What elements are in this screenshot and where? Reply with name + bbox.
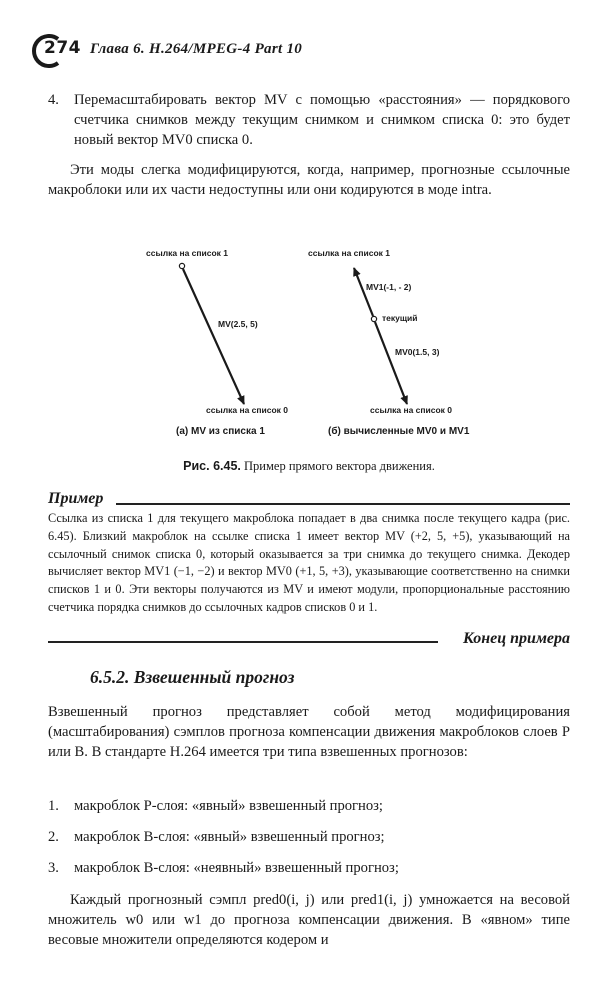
left-subcaption: (а) MV из списка 1 [176, 426, 265, 437]
mv1-arrow [354, 268, 373, 316]
list-text: макроблок B-слоя: «неявный» взвешенный прогноз; [74, 860, 399, 876]
left-vector-label: MV(2.5, 5) [218, 319, 258, 329]
left-bottom-label: ссылка на список 0 [206, 405, 289, 415]
right-bottom-label: ссылка на список 0 [370, 405, 453, 415]
example-body: Ссылка из списка 1 для текущего макроблока попадает в два снимка после текущего кадра (рис. 6.45). Близкий макроблок на ссылке списка 1 имеет вектор MV (+2, 5, +5), указывающий на ссылочный снимок списка 0, который оказывается за три снимка до текущего снимка. Декодер вычисляет вектор MV1 (−1, −2) и вектор MV0 (+1, 5, +3), указывающие соответственно на снимки списков 1 и 0. Эти векторы получаются из MV и имеют модули, пропорциональные расстоянию счетчика порядка снимков до ссылочных кадров списков 0 и 1. [48, 511, 570, 614]
example-rule [116, 503, 570, 505]
left-mv-arrow [183, 269, 244, 404]
list-text: Перемасштабировать вектор MV с помощью «расстояния» — порядкового счетчика снимков между текущим снимком и снимком списка 0: это будет новый вектор MV0 списка 0. [74, 92, 570, 148]
running-head: Глава 6. H.264/MPEG-4 Part 10 [90, 41, 303, 57]
list-number: 2. [48, 829, 59, 845]
example-title: Пример [48, 490, 104, 507]
page-number: 274 [44, 38, 81, 58]
figure-number: Рис. 6.45. [183, 459, 241, 473]
paragraph-weighted: Взвешенный прогноз представляет собой метод модифицирования (масштабирования) сэмплов прогноза компенсации движения макроблоков слоев P или B. В стандарте H.264 имеется три типа взвешенных прогнозов: [48, 704, 570, 760]
paragraph-weights: Каждый прогнозный сэмпл pred0(i, j) или pred1(i, j) умножается на весовой множитель w0 или w1 до прогноза компенсации движения. В «явном» типе весовые множители определяются кодером и [48, 892, 570, 948]
left-top-label: ссылка на список 1 [146, 248, 229, 258]
figure-caption [48, 459, 570, 474]
example-footer [48, 630, 570, 650]
left-origin-point [179, 263, 184, 268]
example-end: Конец примера [463, 630, 570, 647]
mv0-arrow [375, 322, 407, 404]
example-header [48, 490, 570, 510]
page-header [28, 34, 588, 68]
right-current-point [371, 316, 376, 321]
current-label: текущий [382, 313, 418, 323]
list-number: 4. [48, 92, 59, 108]
list-text: макроблок P-слоя: «явный» взвешенный прогноз; [74, 798, 383, 814]
right-top-label: ссылка на список 1 [308, 248, 391, 258]
right-subcaption: (б) вычисленные MV0 и MV1 [328, 426, 470, 437]
mv0-label: MV0(1.5, 3) [395, 347, 440, 357]
list-text: макроблок B-слоя: «явный» взвешенный прогноз; [74, 829, 385, 845]
list-number: 3. [48, 860, 59, 876]
paragraph-modes: Эти моды слегка модифицируются, когда, например, прогнозные ссылочные макроблоки или их части недоступны или они кодируются в моде intra. [48, 162, 570, 198]
section-title: 6.5.2. Взвешенный прогноз [90, 667, 295, 687]
example-end-rule [48, 641, 438, 643]
figure-6-45 [120, 238, 500, 450]
mv1-label: MV1(-1, - 2) [366, 282, 412, 292]
motion-vector-diagram [120, 238, 500, 450]
figure-caption-text: Пример прямого вектора движения. [244, 459, 435, 473]
list-number: 1. [48, 798, 59, 814]
